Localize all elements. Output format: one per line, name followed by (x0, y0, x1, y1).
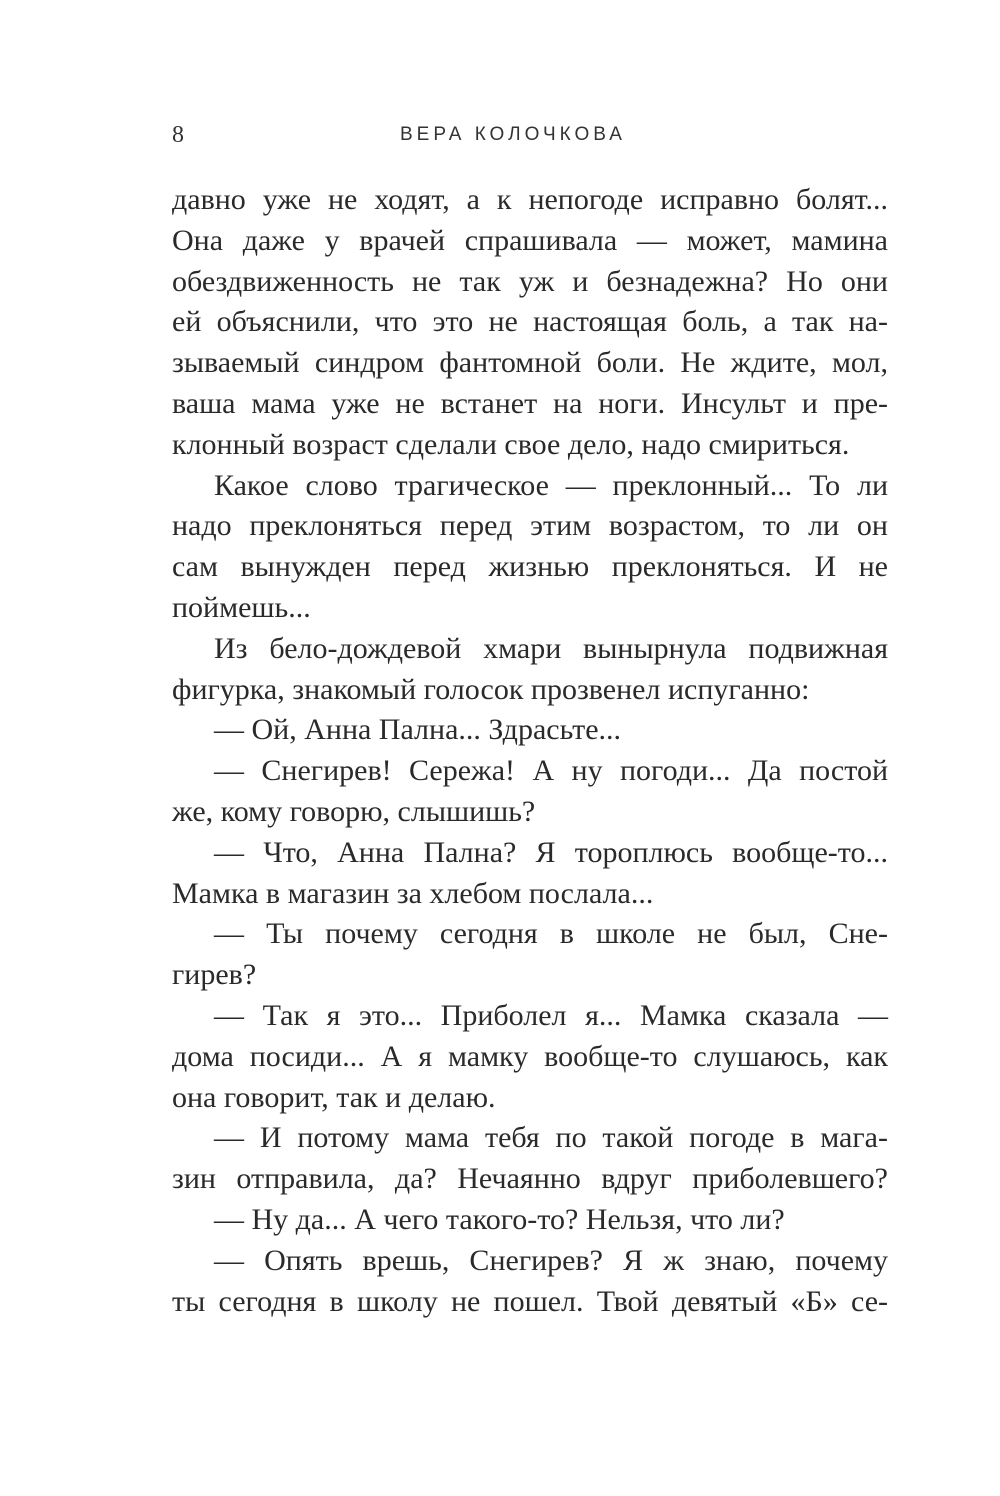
text-line: фигурка, знакомый голосок прозвенел испуганно: (172, 672, 810, 706)
text-line: Она даже у врачей спрашивала — может, мамина (172, 223, 888, 257)
dialogue-line: — Что, Анна Пална? Я тороплюсь вообще-то... (214, 835, 888, 869)
text-line: Из бело-дождевой хмари вынырнула подвижная (214, 631, 888, 665)
dialogue-line: — Так я это... Приболел я... Мамка сказала — (214, 998, 888, 1032)
page-number: 8 (172, 122, 184, 148)
text-line: она говорит, так и делаю. (172, 1080, 496, 1114)
text-line: ваша мама уже не встанет на ноги. Инсульт и пре- (172, 386, 888, 420)
dialogue-line: — И потому мама тебя по такой погоде в мага- (214, 1121, 888, 1155)
text-line: ты сегодня в школу не пошел. Твой девятый «Б» се- (172, 1284, 888, 1318)
text-line: давно уже не ходят, а к непогоде исправно болят... (172, 183, 888, 216)
text-line: поймешь... (172, 590, 311, 624)
dialogue-line: — Ты почему сегодня в школе не был, Сне- (214, 917, 888, 951)
body-text (172, 180, 888, 1322)
text-line: зин отправила, да? Нечаянно вдруг приболевшего? (172, 1162, 888, 1196)
dialogue-line: — Снегирев! Сережа! А ну погоди... Да постой (214, 754, 888, 788)
running-head: ВЕРА КОЛОЧКОВА (400, 124, 626, 145)
dialogue-line: — Опять врешь, Снегирев? Я ж знаю, почему (214, 1243, 888, 1277)
text-line: гирев? (172, 958, 257, 992)
text-line: сам вынужден перед жизнью преклоняться. И не (172, 550, 888, 584)
text-line: Какое слово трагическое — преклонный... То ли (214, 468, 888, 502)
text-line: Мамка в магазин за хлебом послала... (172, 876, 654, 910)
text-line: обездвиженность не так уж и безнадежна? Но они (172, 264, 888, 298)
text-line: клонный возраст сделали свое дело, надо смириться. (172, 427, 850, 461)
dialogue-line: — Ой, Анна Пална... Здрасьте... (214, 713, 622, 747)
text-line: дома посиди... А я мамку вообще-то слушаюсь, как (172, 1039, 888, 1073)
text-line: же, кому говорю, слышишь? (172, 794, 536, 828)
text-line: ей объяснили, что это не настоящая боль, а так на- (172, 305, 888, 339)
text-line: надо преклоняться перед этим возрастом, то ли он (172, 509, 888, 543)
text-line: зываемый синдром фантомной боли. Не ждите, мол, (172, 346, 888, 380)
dialogue-line: — Ну да... А чего такого-то? Нельзя, что ли? (214, 1202, 785, 1236)
